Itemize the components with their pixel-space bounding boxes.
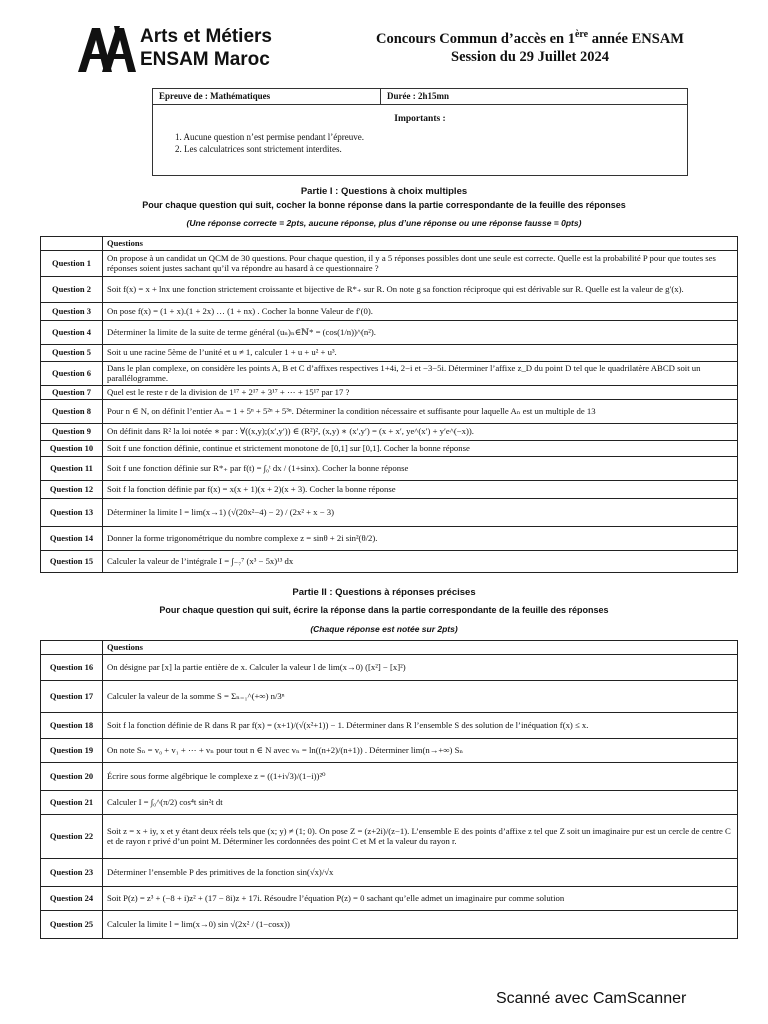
question-row: [41, 423, 738, 440]
question-label: Question 8: [41, 399, 103, 423]
question-row: [41, 320, 738, 344]
question-text: On désigne par [x] la partie entière de x. Calculer la valeur l de lim(x→0) ([x²] − [x]²): [103, 654, 738, 680]
question-text: Soit f une fonction définie sur R*₊ par f(t) = ∫₀ᵗ dx / (1+sinx). Cocher la bonne réponse: [103, 456, 738, 480]
question-row: [41, 302, 738, 320]
question-row: [41, 399, 738, 423]
question-row: [41, 680, 738, 712]
question-row: [41, 858, 738, 886]
question-text: Déterminer l’ensemble P des primitives de la fonction sin(√x)/√x: [103, 858, 738, 886]
question-text: Soit f la fonction définie de R dans R par f(x) = (x+1)/(√(x²+1)) − 1. Déterminer dans R l’ensemble S des solution de l’inéquation f(x) ≤ x.: [103, 712, 738, 738]
rule-item: 1. Aucune question n’est permise pendant l’épreuve.: [175, 132, 364, 142]
question-label: Question 11: [41, 456, 103, 480]
concours-header: [340, 26, 720, 66]
question-row: [41, 814, 738, 858]
question-text: Calculer I = ∫₀^(π/2) cos⁴t sin²t dt: [103, 790, 738, 814]
question-text: On définit dans R² la loi notée ∗ par : ∀((x,y);(x′,y′)) ∈ (R²)², (x,y) ∗ (x′,y′) = (x + x′, ye^(x′) + y′e^(−x)).: [103, 423, 738, 440]
question-row: [41, 654, 738, 680]
rule-item: 2. Les calculatrices sont strictement interdites.: [175, 144, 342, 154]
question-text: Soit P(z) = z³ + (−8 + i)z² + (17 − 8i)z + 17i. Résoudre l’équation P(z) = 0 sachant qu’elle admet un imaginaire pur comme solution: [103, 886, 738, 910]
question-text: Soit f une fonction définie, continue et strictement monotone de [0,1] sur [0,1]. Cocher la bonne réponse: [103, 440, 738, 456]
important-rules: [175, 131, 687, 155]
exam-subject: Epreuve de : Mathématiques: [153, 89, 381, 104]
question-text: On propose à un candidat un QCM de 30 questions. Pour chaque question, il y a 5 réponses possibles dont une seule est correcte. Quelle est la probabilité P pour que toutes ses réponses soient justes sachant qu’il va répondre au hasard à ce questionnaire ?: [103, 250, 738, 276]
logo-line-ensam-maroc: ENSAM Maroc: [140, 49, 270, 70]
question-label: Question 7: [41, 385, 103, 399]
question-label: Question 9: [41, 423, 103, 440]
school-logo: [76, 24, 306, 76]
question-row: [41, 361, 738, 385]
question-row: [41, 440, 738, 456]
questions-header: Questions: [103, 237, 738, 251]
question-label: Question 10: [41, 440, 103, 456]
question-row: [41, 385, 738, 399]
question-label: Question 23: [41, 858, 103, 886]
concours-title: Concours Commun d’accès en 1ère année ENSAM: [376, 29, 684, 47]
question-row: [41, 550, 738, 572]
exam-info-row: [153, 89, 687, 105]
question-label: Question 19: [41, 738, 103, 762]
question-label: Question 2: [41, 276, 103, 302]
question-row: [41, 344, 738, 361]
question-label: Question 1: [41, 250, 103, 276]
question-row: [41, 498, 738, 526]
question-label: Question 4: [41, 320, 103, 344]
question-text: Déterminer la limite l = lim(x→1) (√(20x²−4) − 2) / (2x² + x − 3): [103, 498, 738, 526]
exam-info-box: [152, 88, 688, 176]
part2-title: Partie II : Questions à réponses précises: [292, 587, 476, 598]
exam-duration: Durée : 2h15mn: [387, 91, 449, 101]
ensam-logo-icon: [76, 24, 138, 74]
question-text: Soit u une racine 5ème de l’unité et u ≠ 1, calculer 1 + u + u² + u³.: [103, 344, 738, 361]
question-label: Question 15: [41, 550, 103, 572]
logo-line-arts-et-metiers: Arts et Métiers: [140, 26, 272, 47]
header-blank-cell: [41, 641, 103, 655]
question-text: Écrire sous forme algébrique le complexe z = ((1+i√3)/(1−i))²⁰: [103, 762, 738, 790]
question-text: Soit f(x) = x + lnx une fonction strictement croissante et bijective de R*₊ sur R. On note g sa fonction réciproque qui est dérivable sur R. Quelle est la valeur de g′(x).: [103, 276, 738, 302]
question-text: Calculer la valeur de la somme S = Σₙ₌₁^(+∞) n/3ⁿ: [103, 680, 738, 712]
question-row: [41, 910, 738, 938]
question-text: Dans le plan complexe, on considère les points A, B et C d’affixes respectives 1+4i, 2−i et −3−5i. Déterminer l’affixe z_D du point D tel que le quadrilatère ABCD soit un parallélogramme.: [103, 361, 738, 385]
questions-header: Questions: [103, 641, 738, 655]
question-text: Soit f la fonction définie par f(x) = x(x + 1)(x + 2)(x + 3). Cocher la bonne réponse: [103, 480, 738, 498]
question-text: On note Sₙ = v₀ + v₁ + ⋯ + vₙ pour tout n ∈ N avec vₙ = ln((n+2)/(n+1)) . Déterminer lim(n→+∞) Sₙ: [103, 738, 738, 762]
question-row: [41, 456, 738, 480]
question-label: Question 14: [41, 526, 103, 550]
question-row: [41, 526, 738, 550]
question-row: [41, 762, 738, 790]
part2-instruction: Pour chaque question qui suit, écrire la réponse dans la partie correspondante de la feuille des réponses: [159, 605, 609, 615]
question-label: Question 21: [41, 790, 103, 814]
question-label: Question 17: [41, 680, 103, 712]
question-row: [41, 250, 738, 276]
question-text: Quel est le reste r de la division de 1¹⁷ + 2¹⁷ + 3¹⁷ + ⋯ + 15¹⁷ par 17 ?: [103, 385, 738, 399]
question-label: Question 5: [41, 344, 103, 361]
question-row: [41, 738, 738, 762]
question-text: Pour n ∈ N, on définit l’entier Aₙ = 1 + 5ⁿ + 5²ⁿ + 5³ⁿ. Déterminer la condition nécessaire et suffisante pour laquelle Aₙ est un multiple de 13: [103, 399, 738, 423]
question-row: [41, 790, 738, 814]
question-label: Question 12: [41, 480, 103, 498]
question-row: [41, 712, 738, 738]
question-label: Question 13: [41, 498, 103, 526]
part1-instruction: Pour chaque question qui suit, cocher la bonne réponse dans la partie correspondante de la feuille des réponses: [142, 200, 626, 210]
question-row: [41, 276, 738, 302]
part2-scoring-note: (Chaque réponse est notée sur 2pts): [310, 624, 458, 634]
important-title: Importants :: [394, 114, 446, 124]
table-header-row: [41, 641, 738, 655]
question-text: Donner la forme trigonométrique du nombre complexe z = sinθ + 2i sin²(θ/2).: [103, 526, 738, 550]
question-row: [41, 480, 738, 498]
part1-question-table: [40, 236, 738, 573]
question-label: Question 6: [41, 361, 103, 385]
question-label: Question 24: [41, 886, 103, 910]
question-label: Question 20: [41, 762, 103, 790]
question-row: [41, 886, 738, 910]
session-date: Session du 29 Juillet 2024: [451, 48, 609, 65]
question-label: Question 25: [41, 910, 103, 938]
question-label: Question 22: [41, 814, 103, 858]
question-text: Calculer la limite l = lim(x→0) sin √(2x² / (1−cosx)): [103, 910, 738, 938]
part2-question-table: [40, 640, 738, 939]
header-blank-cell: [41, 237, 103, 251]
question-text: Soit z = x + iy, x et y étant deux réels tels que (x; y) ≠ (1; 0). On pose Z = (z+2i)/(z−1). L’ensemble E des points d’affixe z tel que Z soit un imaginaire pur est un cercle de centre C et de rayon r privé d’un point M. Déterminer les cordonnées des point C et M et la valeur du rayon r.: [103, 814, 738, 858]
table-header-row: [41, 237, 738, 251]
question-label: Question 18: [41, 712, 103, 738]
part1-scoring-note: (Une réponse correcte = 2pts, aucune réponse, plus d’une réponse ou une réponse fausse = 0pts): [186, 218, 582, 228]
question-label: Question 16: [41, 654, 103, 680]
question-text: Calculer la valeur de l’intégrale I = ∫₋₇⁷ (x³ − 5x)¹³ dx: [103, 550, 738, 572]
question-text: On pose f(x) = (1 + x).(1 + 2x) … (1 + nx) . Cocher la bonne Valeur de f′(0).: [103, 302, 738, 320]
camscanner-watermark: Scanné avec CamScanner: [496, 990, 687, 1007]
part1-title: Partie I : Questions à choix multiples: [300, 186, 468, 197]
question-text: Déterminer la limite de la suite de terme général (uₙ)ₙ∈ℕ* = (cos(1/n))^(n²).: [103, 320, 738, 344]
question-label: Question 3: [41, 302, 103, 320]
